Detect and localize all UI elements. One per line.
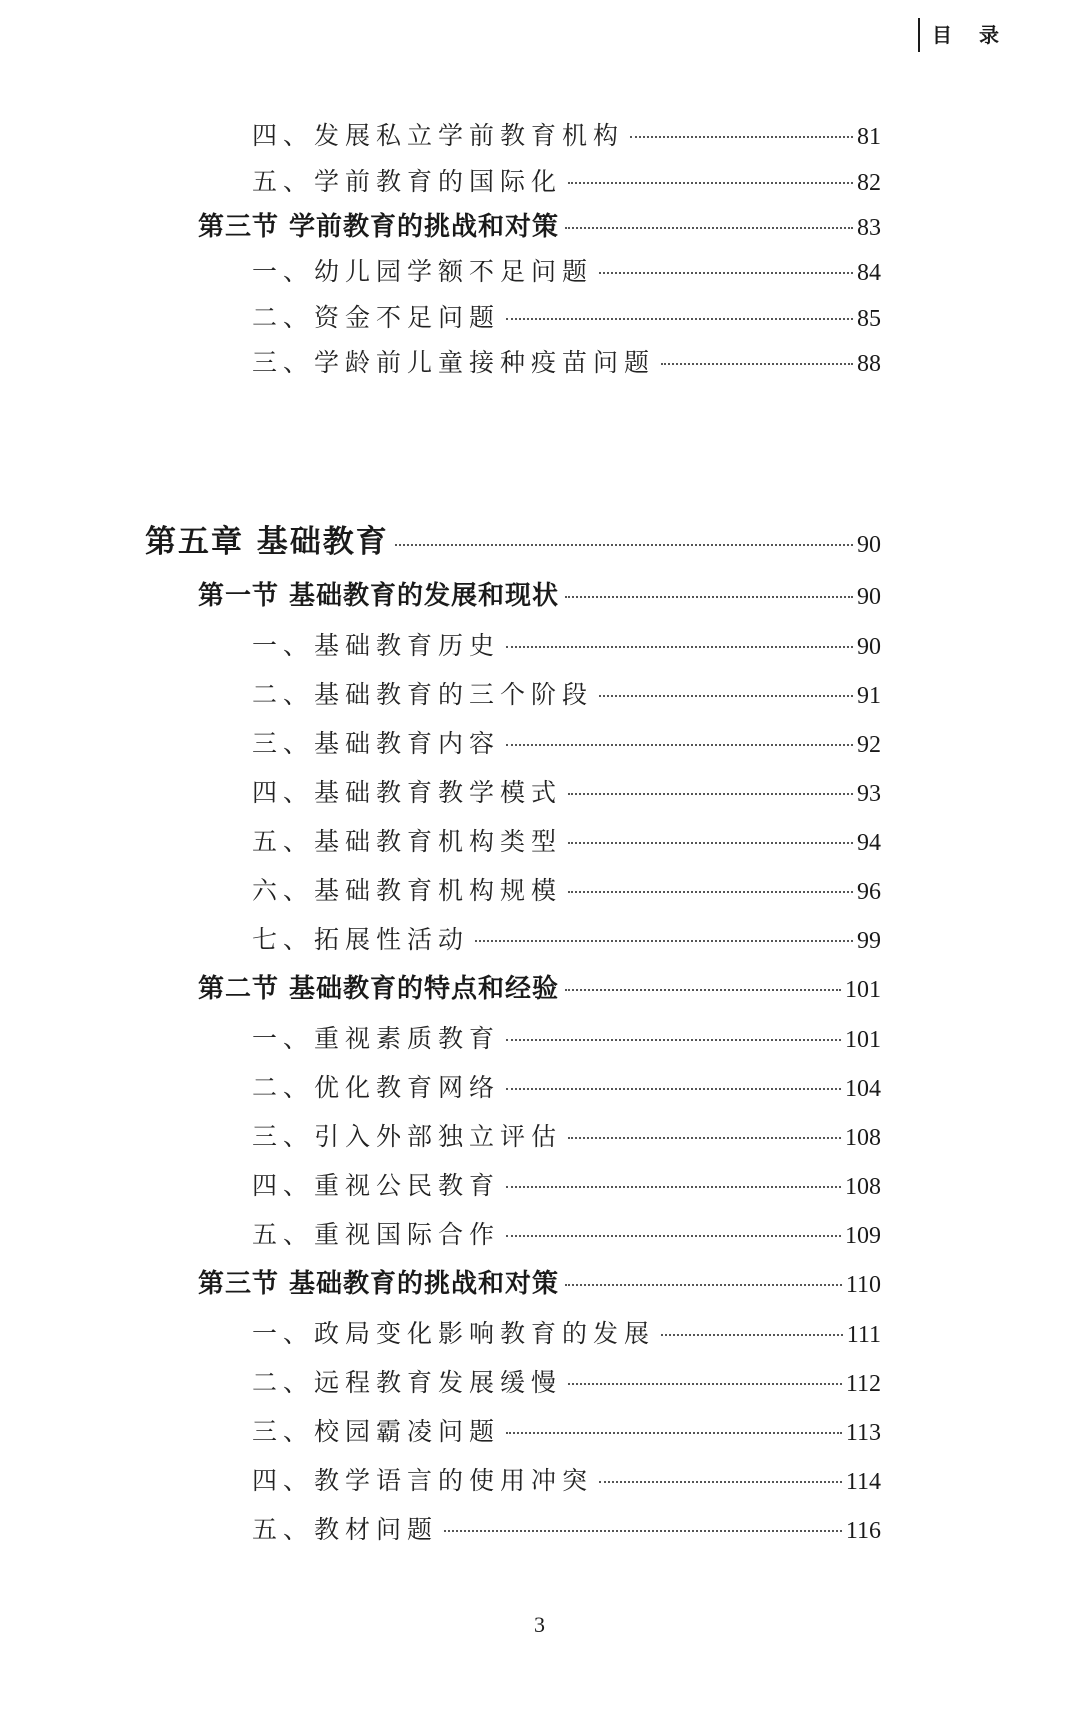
toc-chapter-entry[interactable] bbox=[145, 520, 881, 564]
toc-section-label: 第一节 基础教育的发展和现状 bbox=[198, 581, 560, 611]
toc-entry-page: 101 bbox=[845, 1027, 881, 1053]
toc-entry-page: 88 bbox=[857, 351, 881, 377]
toc-leader-dots bbox=[568, 182, 853, 184]
toc-entry[interactable] bbox=[252, 677, 881, 713]
toc-entry[interactable] bbox=[252, 1168, 881, 1204]
toc-entry[interactable] bbox=[252, 300, 881, 336]
toc-leader-dots bbox=[475, 940, 853, 942]
toc-entry-page: 112 bbox=[845, 1371, 881, 1397]
toc-entry-label: 七、拓展性活动 bbox=[252, 925, 470, 954]
toc-section-label: 第三节 学前教育的挑战和对策 bbox=[198, 212, 560, 242]
toc-leader-dots bbox=[661, 363, 853, 365]
toc-entry[interactable] bbox=[252, 873, 881, 909]
toc-entry[interactable] bbox=[252, 1070, 881, 1106]
toc-entry-page: 92 bbox=[857, 732, 881, 758]
toc-entry[interactable] bbox=[252, 118, 881, 154]
toc-entry-page: 84 bbox=[857, 260, 881, 286]
toc-chapter-label: 第五章 基础教育 bbox=[145, 524, 389, 560]
toc-entry-label: 二、优化教育网络 bbox=[252, 1073, 501, 1102]
toc-leader-dots bbox=[506, 318, 853, 320]
toc-entry-page: 96 bbox=[857, 879, 881, 905]
toc-entry-page: 90 bbox=[857, 532, 881, 558]
toc-entry-label: 四、教学语言的使用冲突 bbox=[252, 1466, 594, 1495]
running-head-title: 目 录 bbox=[918, 18, 1009, 52]
toc-entry-page: 83 bbox=[857, 215, 881, 241]
toc-section-entry[interactable] bbox=[198, 577, 881, 615]
toc-entry-label: 五、基础教育机构类型 bbox=[252, 827, 563, 856]
toc-entry-label: 五、学前教育的国际化 bbox=[252, 167, 563, 196]
toc-section-entry[interactable] bbox=[198, 1265, 881, 1303]
toc-entry-label: 三、校园霸凌问题 bbox=[252, 1417, 501, 1446]
toc-entry-page: 108 bbox=[845, 1174, 881, 1200]
toc-entry-page: 81 bbox=[857, 124, 881, 150]
toc-entry[interactable] bbox=[252, 345, 881, 381]
toc-entry-page: 99 bbox=[857, 928, 881, 954]
toc-leader-dots bbox=[599, 272, 853, 274]
toc-entry-label: 四、基础教育教学模式 bbox=[252, 778, 563, 807]
toc-entry-label: 五、教材问题 bbox=[252, 1515, 439, 1544]
toc-entry-page: 113 bbox=[845, 1420, 881, 1446]
toc-section-entry[interactable] bbox=[198, 970, 881, 1008]
toc-entry-label: 四、重视公民教育 bbox=[252, 1171, 501, 1200]
toc-leader-dots bbox=[568, 842, 853, 844]
toc-entry-page: 90 bbox=[857, 584, 881, 610]
toc-section-label: 第三节 基础教育的挑战和对策 bbox=[198, 1269, 560, 1299]
toc-entry-label: 三、基础教育内容 bbox=[252, 729, 501, 758]
toc-entry-label: 二、远程教育发展缓慢 bbox=[252, 1368, 563, 1397]
toc-entry-label: 二、基础教育的三个阶段 bbox=[252, 680, 594, 709]
toc-entry[interactable] bbox=[252, 1021, 881, 1057]
toc-entry-label: 五、重视国际合作 bbox=[252, 1220, 501, 1249]
toc-entry[interactable] bbox=[252, 726, 881, 762]
toc-leader-dots bbox=[506, 1039, 841, 1041]
toc-entry[interactable] bbox=[252, 824, 881, 860]
toc-leader-dots bbox=[565, 1284, 842, 1286]
toc-leader-dots bbox=[506, 1432, 842, 1434]
toc-entry[interactable] bbox=[252, 775, 881, 811]
toc-entry[interactable] bbox=[252, 1512, 881, 1548]
toc-entry-page: 94 bbox=[857, 830, 881, 856]
toc-entry-label: 二、资金不足问题 bbox=[252, 303, 501, 332]
toc-leader-dots bbox=[565, 227, 853, 229]
toc-leader-dots bbox=[599, 695, 853, 697]
toc-entry-label: 一、重视素质教育 bbox=[252, 1024, 501, 1053]
toc-leader-dots bbox=[599, 1481, 842, 1483]
toc-entry-page: 110 bbox=[845, 1272, 881, 1298]
toc-leader-dots bbox=[506, 646, 853, 648]
toc-entry[interactable] bbox=[252, 1414, 881, 1450]
toc-leader-dots bbox=[506, 744, 853, 746]
toc-entry[interactable] bbox=[252, 922, 881, 958]
toc-entry-page: 104 bbox=[845, 1076, 881, 1102]
toc-entry-page: 116 bbox=[845, 1518, 881, 1544]
toc-entry-page: 101 bbox=[845, 977, 881, 1003]
toc-entry-label: 一、基础教育历史 bbox=[252, 631, 501, 660]
toc-leader-dots bbox=[661, 1334, 843, 1336]
toc-leader-dots bbox=[565, 989, 841, 991]
toc-entry[interactable] bbox=[252, 164, 881, 200]
toc-entry-label: 三、学龄前儿童接种疫苗问题 bbox=[252, 348, 656, 377]
toc-leader-dots bbox=[630, 136, 853, 138]
toc-entry-label: 三、引入外部独立评估 bbox=[252, 1122, 563, 1151]
toc-entry-label: 六、基础教育机构规模 bbox=[252, 876, 563, 905]
toc-leader-dots bbox=[568, 793, 853, 795]
toc-entry[interactable] bbox=[252, 254, 881, 290]
toc-entry-label: 一、幼儿园学额不足问题 bbox=[252, 257, 594, 286]
toc-leader-dots bbox=[565, 596, 853, 598]
toc-entry-page: 93 bbox=[857, 781, 881, 807]
toc-entry-page: 108 bbox=[845, 1125, 881, 1151]
toc-leader-dots bbox=[568, 891, 853, 893]
toc-entry-page: 82 bbox=[857, 170, 881, 196]
toc-entry-label: 一、政局变化影响教育的发展 bbox=[252, 1319, 656, 1348]
toc-entry-page: 114 bbox=[845, 1469, 881, 1495]
toc-entry[interactable] bbox=[252, 1365, 881, 1401]
toc-section-label: 第二节 基础教育的特点和经验 bbox=[198, 974, 560, 1004]
page-number: 3 bbox=[534, 1612, 545, 1637]
toc-entry[interactable] bbox=[252, 1316, 881, 1352]
toc-leader-dots bbox=[506, 1088, 841, 1090]
toc-entry-page: 111 bbox=[846, 1322, 881, 1348]
toc-entry-page: 91 bbox=[857, 683, 881, 709]
toc-entry[interactable] bbox=[252, 1217, 881, 1253]
toc-leader-dots bbox=[506, 1186, 841, 1188]
toc-entry-page: 109 bbox=[845, 1223, 881, 1249]
toc-entry-page: 85 bbox=[857, 306, 881, 332]
toc-entry[interactable] bbox=[252, 1119, 881, 1155]
toc-entry-label: 四、发展私立学前教育机构 bbox=[252, 121, 625, 150]
toc-leader-dots bbox=[444, 1530, 842, 1532]
toc-leader-dots bbox=[395, 544, 853, 546]
toc-leader-dots bbox=[568, 1383, 842, 1385]
toc-leader-dots bbox=[506, 1235, 841, 1237]
toc-leader-dots bbox=[568, 1137, 841, 1139]
toc-section-entry[interactable] bbox=[198, 208, 881, 246]
toc-entry-page: 90 bbox=[857, 634, 881, 660]
toc-entry[interactable] bbox=[252, 628, 881, 664]
toc-entry[interactable] bbox=[252, 1463, 881, 1499]
